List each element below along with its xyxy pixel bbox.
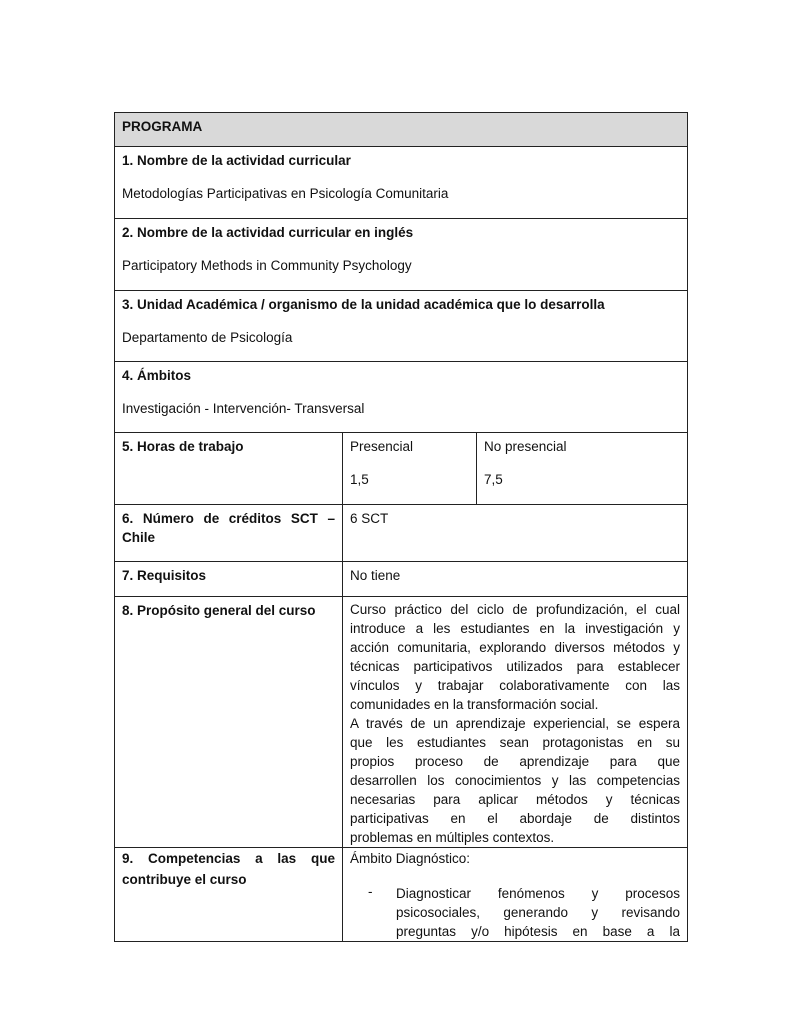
row-label-credits	[115, 505, 343, 562]
no-presencial-value: 7,5	[484, 472, 503, 487]
text-line: vínculos y trabajar colaborativamente con las	[350, 678, 680, 693]
text-line: que les estudiantes sean protagonistas en su	[350, 735, 680, 750]
row-value-competencies	[343, 848, 688, 942]
row-label: 1. Nombre de la actividad curricular	[122, 153, 351, 168]
text-line: técnicas participativos utilizados para establecer	[350, 659, 680, 674]
label-line: 6. Número de créditos SCT –	[122, 511, 335, 526]
program-table	[114, 112, 688, 942]
row-activity-name-en	[115, 219, 688, 291]
row-activity-name	[115, 147, 688, 219]
row-value-purpose	[343, 597, 688, 848]
presencial-value: 1,5	[350, 472, 369, 487]
text-line: preguntas y/o hipótesis en base a la	[396, 924, 680, 939]
text-line: problemas en múltiples contextos.	[350, 830, 555, 845]
bullet-dash: -	[368, 884, 373, 899]
scope-title: Ámbito Diagnóstico:	[350, 851, 471, 866]
row-label-work-hours: 5. Horas de trabajo	[115, 433, 343, 505]
text-line: psicosociales, generando y revisando	[396, 905, 680, 920]
text-line: Diagnosticar fenómenos y procesos	[396, 886, 680, 901]
presencial-label: Presencial	[350, 439, 414, 454]
row-value: Metodologías Participativas en Psicología Comunitaria	[122, 186, 449, 201]
text-line: participativas en el abordaje de distintos	[350, 811, 680, 826]
table-header: PROGRAMA	[115, 113, 688, 147]
row-label: 3. Unidad Académica / organismo de la unidad académica que lo desarrolla	[122, 297, 605, 312]
row-label-purpose: 8. Propósito general del curso	[115, 597, 343, 848]
label-line: Chile	[122, 530, 156, 545]
row-academic-unit	[115, 291, 688, 362]
row-value-requirements: No tiene	[343, 562, 688, 597]
row-label: 4. Ámbitos	[122, 368, 192, 383]
label-line: contribuye el curso	[122, 872, 247, 887]
row-label-competencies	[115, 848, 343, 942]
row-value: Departamento de Psicología	[122, 330, 293, 345]
label-line: 9. Competencias a las que	[122, 851, 335, 866]
row-label-requirements: 7. Requisitos	[115, 562, 343, 597]
no-presencial-label: No presencial	[484, 439, 567, 454]
text-line: acción comunitaria, explorando diversos métodos y	[350, 640, 680, 655]
text-line: necesarias para aplicar métodos y técnicas	[350, 792, 680, 807]
text-line: propios proceso de aprendizaje para que	[350, 754, 680, 769]
cell-presencial	[343, 433, 477, 505]
text-line: desarrollen los conocimientos y las competencias	[350, 773, 680, 788]
row-scopes	[115, 362, 688, 433]
row-value: Participatory Methods in Community Psychology	[122, 258, 412, 273]
text-line: A través de un aprendizaje experiencial, se espera	[350, 716, 680, 731]
row-value-credits: 6 SCT	[343, 505, 688, 562]
row-label: 2. Nombre de la actividad curricular en inglés	[122, 225, 414, 240]
text-line: Curso práctico del ciclo de profundización, el cual	[350, 602, 680, 617]
cell-no-presencial	[477, 433, 688, 505]
text-line: introduce a les estudiantes en la investigación y	[350, 621, 680, 636]
text-line: comunidades en la transformación social.	[350, 697, 599, 712]
row-value: Investigación - Intervención- Transversal	[122, 401, 365, 416]
list-item	[350, 884, 680, 941]
